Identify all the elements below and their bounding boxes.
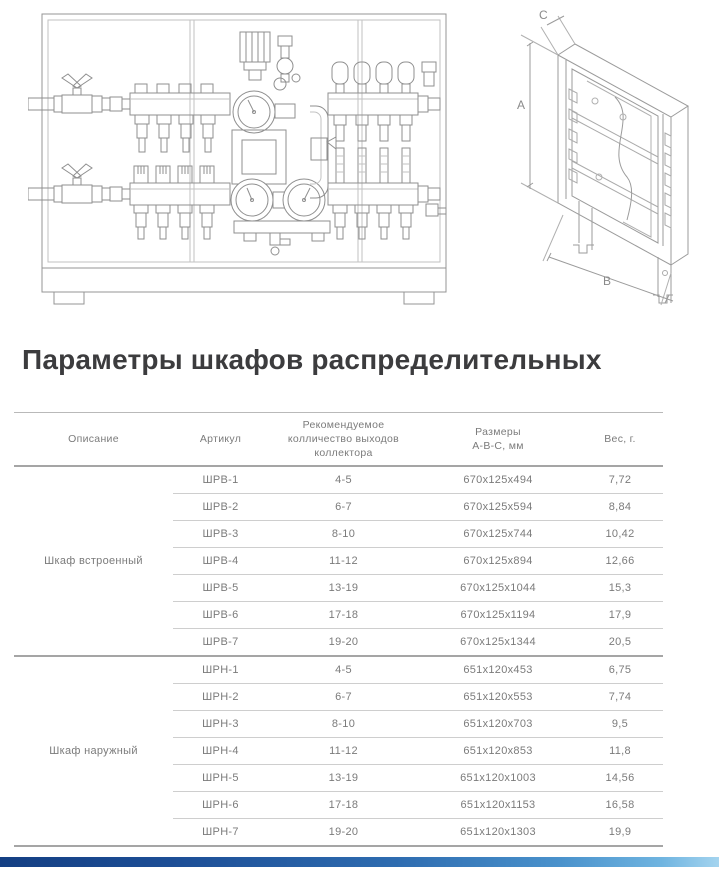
cell-outputs: 11-12 (268, 738, 419, 765)
cell-weight: 6,75 (577, 656, 663, 684)
ball-valve-bottom (28, 164, 130, 203)
page-title: Параметры шкафов распределительных (22, 344, 602, 375)
cell-outputs: 4-5 (268, 466, 419, 494)
cell-outputs: 8-10 (268, 521, 419, 548)
cell-dimensions: 670x125x1194 (419, 602, 577, 629)
cell-dimensions: 651x120x703 (419, 711, 577, 738)
cell-dimensions: 670x125x1044 (419, 575, 577, 602)
header-description: Описание (14, 413, 173, 467)
cell-weight: 9,5 (577, 711, 663, 738)
cell-dimensions: 670x125x594 (419, 494, 577, 521)
cell-weight: 12,66 (577, 548, 663, 575)
cell-weight: 20,5 (577, 629, 663, 657)
cell-dimensions: 651x120x453 (419, 656, 577, 684)
cell-dimensions: 670x125x744 (419, 521, 577, 548)
mixing-unit (231, 32, 336, 255)
cell-weight: 8,84 (577, 494, 663, 521)
table-row (14, 656, 663, 684)
cell-article: ШРН-6 (173, 792, 268, 819)
cell-weight: 10,42 (577, 521, 663, 548)
header-dimensions: Размеры А-В-С, мм (419, 413, 577, 467)
right-end-fittings (418, 62, 446, 216)
header-outputs: Рекомендуемое колличество выходов коллектора (268, 413, 419, 467)
cell-article: ШРВ-7 (173, 629, 268, 657)
header-weight: Вес, г. (577, 413, 663, 467)
manifold-lower-left (130, 166, 230, 239)
group-description: Шкаф наружный (14, 656, 173, 846)
cell-weight: 17,9 (577, 602, 663, 629)
cell-dimensions: 670x125x494 (419, 466, 577, 494)
cell-weight: 19,9 (577, 819, 663, 847)
cell-article: ШРВ-6 (173, 602, 268, 629)
cell-outputs: 11-12 (268, 548, 419, 575)
dim-label-c: C (539, 8, 548, 22)
dim-label-b: B (603, 274, 612, 288)
ball-valve-top (28, 74, 130, 113)
cabinet-isometric-drawing (503, 5, 717, 307)
cabinet-spec-table (14, 412, 663, 847)
cell-outputs: 17-18 (268, 602, 419, 629)
cell-dimensions: 651x120x1153 (419, 792, 577, 819)
cell-dimensions: 670x125x1344 (419, 629, 577, 657)
cell-weight: 11,8 (577, 738, 663, 765)
dim-label-a: A (517, 98, 526, 112)
cell-dimensions: 651x120x853 (419, 738, 577, 765)
cell-outputs: 19-20 (268, 819, 419, 847)
cell-article: ШРН-3 (173, 711, 268, 738)
cell-weight: 7,74 (577, 684, 663, 711)
cell-article: ШРВ-3 (173, 521, 268, 548)
cell-article: ШРН-7 (173, 819, 268, 847)
cell-outputs: 13-19 (268, 575, 419, 602)
cell-weight: 14,56 (577, 765, 663, 792)
cell-outputs: 19-20 (268, 629, 419, 657)
cell-article: ШРВ-4 (173, 548, 268, 575)
cell-dimensions: 651x120x1003 (419, 765, 577, 792)
table-row (14, 466, 663, 494)
cell-weight: 16,58 (577, 792, 663, 819)
cell-article: ШРН-2 (173, 684, 268, 711)
cell-article: ШРВ-5 (173, 575, 268, 602)
footer-accent-bar (0, 857, 719, 867)
group-description: Шкаф встроенный (14, 466, 173, 656)
cell-outputs: 8-10 (268, 711, 419, 738)
header-article: Артикул (173, 413, 268, 467)
cell-article: ШРВ-1 (173, 466, 268, 494)
cell-article: ШРН-1 (173, 656, 268, 684)
cell-dimensions: 651x120x553 (419, 684, 577, 711)
cell-article: ШРН-4 (173, 738, 268, 765)
table-header-row (14, 413, 663, 467)
cell-article: ШРВ-2 (173, 494, 268, 521)
manifold-lower-right (328, 148, 418, 239)
cell-dimensions: 670x125x894 (419, 548, 577, 575)
cell-outputs: 6-7 (268, 684, 419, 711)
cell-weight: 15,3 (577, 575, 663, 602)
cell-outputs: 13-19 (268, 765, 419, 792)
manifold-assembly-drawing (28, 8, 460, 310)
cell-outputs: 4-5 (268, 656, 419, 684)
cell-outputs: 17-18 (268, 792, 419, 819)
cell-outputs: 6-7 (268, 494, 419, 521)
cell-dimensions: 651x120x1303 (419, 819, 577, 847)
manifold-upper-right (328, 62, 418, 141)
cell-article: ШРН-5 (173, 765, 268, 792)
cell-weight: 7,72 (577, 466, 663, 494)
manifold-upper-left (130, 84, 230, 152)
